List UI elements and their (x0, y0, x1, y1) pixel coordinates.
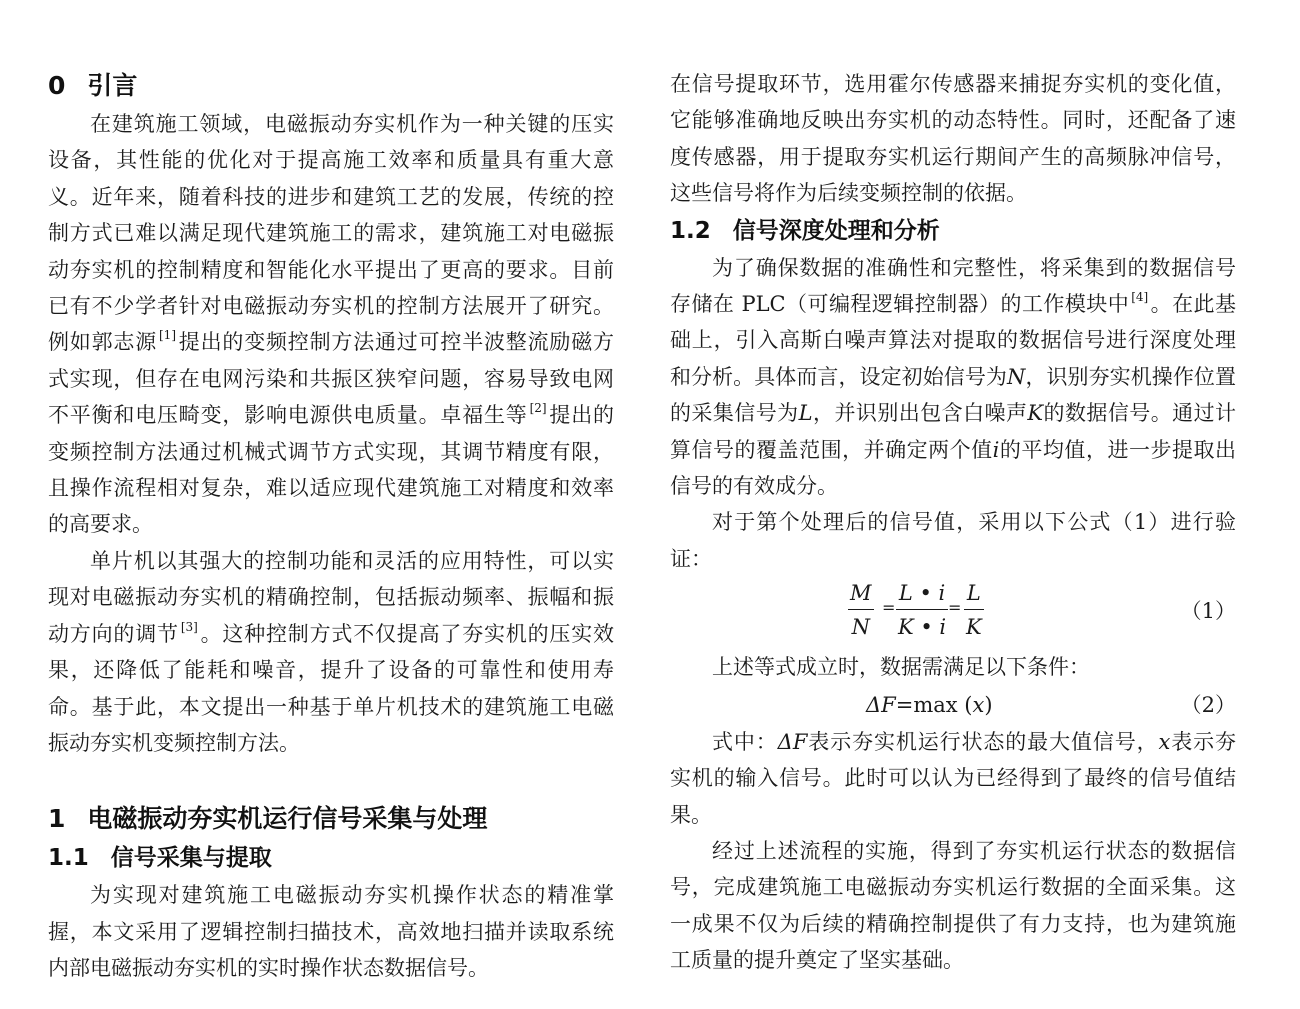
variable-N: N (1007, 364, 1026, 389)
paragraph-signal-acquisition: 为实现对建筑施工电磁振动夯实机操作状态的精准掌握，本文采用了逻辑控制扫描技术，高效地扫描并读取系统内部电磁振动夯实机的实时操作状态数据信号。 (48, 883, 614, 981)
numerator: L • i (898, 581, 946, 606)
subsection-heading-1-1 (48, 839, 614, 877)
citation-3: [3] (180, 619, 198, 634)
variable-x: x (972, 692, 985, 717)
text-run: 提出的变频控制方法通过可控半波整流励磁方式实现，但存在电网污染和共振区狭窄问题，容易导致电网不平衡和电压畸变，影响电源供电质量。卓福生等 (48, 330, 614, 428)
fraction-m-over-n (848, 577, 874, 644)
equals-sign: = (948, 598, 962, 618)
section-number: 1 (48, 804, 66, 834)
subsection-title: 信号深度处理和分析 (732, 217, 940, 244)
denominator: N (851, 615, 870, 640)
section-number: 0 (48, 71, 66, 100)
section-heading-1 (48, 799, 614, 839)
intro-paragraph-2 (48, 543, 614, 761)
equation-1 (670, 577, 1236, 649)
text-run: 表示夯实机的输入信号。此时可以认为已经得到了最终的信号值结果。 (670, 729, 1237, 827)
text-run: 的平均值，进一步提取出信号的有效成分。 (670, 437, 1237, 499)
equation-number-1: （1） (1180, 599, 1236, 624)
variable-x: x (1158, 729, 1171, 754)
subsection-number: 1.2 (670, 217, 711, 244)
text-run: 单片机以其强大的控制功能和灵活的应用特性，可以实现对电磁振动夯实机的精确控制，包括振动频率、振幅和振动方向的调节 (48, 548, 614, 646)
variable-K: K (1027, 401, 1044, 426)
text-run: 。这种控制方式不仅提高了夯实机的压实效果，还降低了能耗和噪音，提升了设备的可靠性和使用寿命。基于此，本文提出一种基于单片机技术的建筑施工电磁振动夯实机变频控制方法。 (48, 621, 615, 755)
text-run: ，并识别出包含白噪声 (812, 401, 1028, 426)
subsection-title: 信号采集与提取 (110, 845, 272, 872)
section-gap (48, 761, 614, 799)
equation-text: =max ( (895, 692, 973, 717)
variable-delta-f: ΔF (777, 729, 808, 754)
citation-2: [2] (529, 401, 547, 416)
subsection-number: 1.1 (48, 845, 89, 872)
denominator: K • i (898, 615, 947, 640)
variable-L: L (798, 401, 813, 426)
text-run: 提出的变频控制方法通过机械式调节方式实现，其调节精度有限，且操作流程相对复杂，难以适应现代建筑施工对精度和效率的高要求。 (48, 403, 615, 537)
numerator: M (850, 581, 872, 606)
text-run: 表示夯实机运行状态的最大值信号， (807, 729, 1159, 754)
paragraph-conclusion: 经过上述流程的实施，得到了夯实机运行状态的数据信号，完成建筑施工电磁振动夯实机运行数据的全面采集。这一成果不仅为后续的精确控制提供了有力支持，也为建筑施工质量的提升奠定了坚实基础。 (670, 838, 1236, 973)
equation-2 (670, 686, 1236, 724)
numerator: L (966, 581, 981, 606)
equals-sign: = (882, 598, 896, 618)
paragraph-symbol-definition (670, 724, 1236, 833)
text-run: 式中： (712, 729, 778, 754)
section-heading-introduction (48, 66, 614, 106)
text-run: 的数据信号。通过计算信号的覆盖范围，并确定两个值 (670, 401, 1237, 462)
delta-f-symbol: ΔF (866, 692, 896, 717)
text-run: 为了确保数据的准确性和完整性，将采集到的数据信号存储在 PLC（可编程逻辑控制器）的工作模块中 (670, 255, 1236, 317)
section-title: 电磁振动夯实机运行信号采集与处理 (87, 804, 488, 834)
text-run: ，识别夯实机操作位置的采集信号为 (670, 364, 1236, 426)
paragraph-condition-intro: 上述等式成立时，数据需满足以下条件： (712, 655, 1090, 680)
variable-i: i (992, 437, 1000, 462)
section-title: 引言 (87, 71, 138, 100)
equation-number-2: （2） (1180, 692, 1236, 717)
text-run: 在建筑施工领域，电磁振动夯实机作为一种关键的压实设备，其性能的优化对于提高施工效率和质量具有重大意义。近年来，随着科技的进步和建筑工艺的发展，传统的控制方式已难以满足现代建筑施工的需求，建筑施工对电磁振动夯实机的控制精度和智能化水平提出了更高的要求。目前已有不少学者针对电磁振动夯实机的控制方法展开了研究。例如郭志源 (48, 112, 614, 355)
subsection-heading-1-2 (670, 212, 1236, 250)
citation-4: [4] (1131, 290, 1149, 305)
intro-paragraph-1 (48, 106, 614, 543)
fraction-li-over-ki (896, 577, 948, 644)
paragraph-signal-extraction: 在信号提取环节，选用霍尔传感器来捕捉夯实机的变化值，它能够准确地反映出夯实机的动态特性。同时，还配备了速度传感器，用于提取夯实机运行期间产生的高频脉冲信号，这些信号将作为后续变频控制的依据。 (670, 72, 1236, 206)
denominator: K (966, 615, 982, 640)
equation-2-body (866, 686, 993, 724)
equation-text: ) (984, 692, 993, 717)
fraction-l-over-k (964, 577, 984, 644)
paragraph-formula-intro: 对于第个处理后的信号值，采用以下公式（1）进行验证： (670, 510, 1236, 571)
text-run: 。在此基础上，引入高斯白噪声算法对提取的数据信号进行深度处理和分析。具体而言，设定初始信号为 (670, 292, 1236, 389)
left-column (48, 66, 614, 987)
right-column (670, 66, 1236, 979)
citation-1: [1] (159, 328, 176, 343)
paragraph-deep-processing (670, 250, 1236, 505)
